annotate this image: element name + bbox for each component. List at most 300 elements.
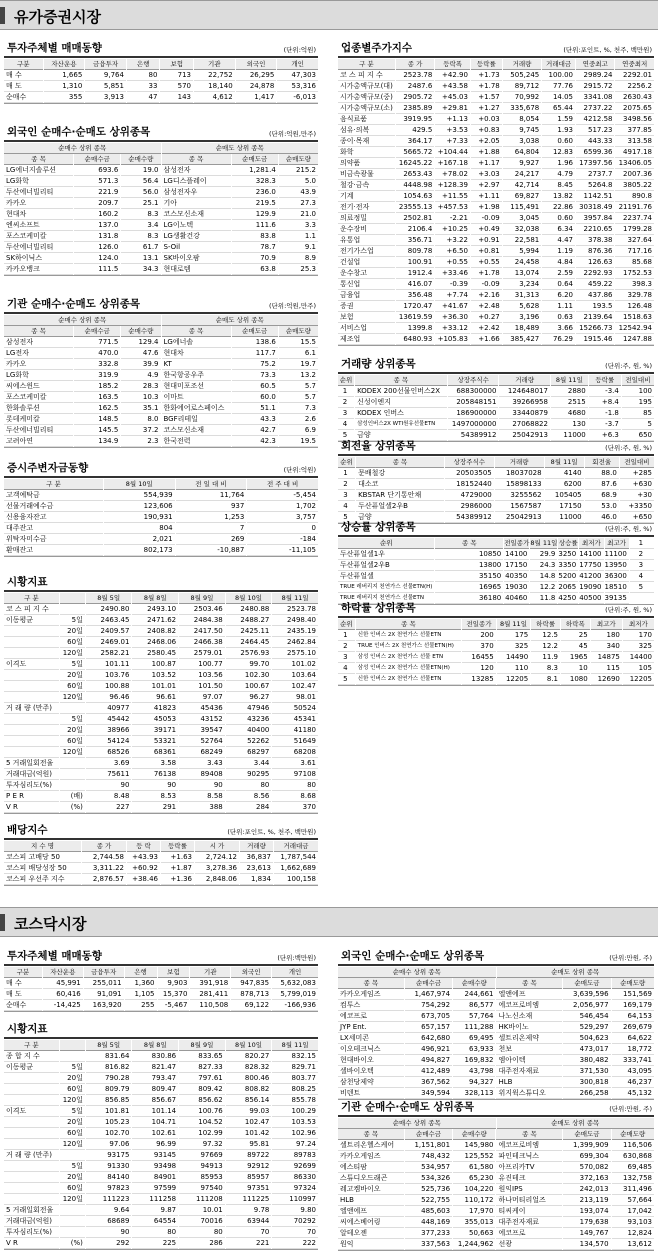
table-cell: 카카오뱅크: [4, 264, 73, 275]
table-cell: 137.0: [74, 220, 120, 231]
table-cell: 673,705: [405, 1011, 452, 1022]
table-cell: 890.8: [615, 191, 654, 202]
table-bottom-rule: [4, 275, 318, 276]
column-header: 전 일 대 비: [176, 479, 247, 490]
table-cell: 83.8: [232, 231, 278, 242]
table-cell: 2,021: [104, 534, 175, 545]
column-header: 등락률: [161, 841, 194, 852]
table-cell: 4729000: [445, 490, 494, 501]
table-cell: 693.6: [74, 165, 120, 176]
table-cell: HLB: [496, 1077, 562, 1088]
table-cell: 85953: [179, 1172, 225, 1183]
table-cell: 311,496: [612, 1184, 654, 1195]
table-cell: 61.7: [121, 242, 160, 253]
table-cell: 829.71: [272, 1062, 318, 1073]
table-cell: 21191.76: [615, 202, 654, 213]
column-header: 회전율: [585, 457, 619, 468]
table-cell: +60.92: [127, 863, 160, 874]
table-cell: 컴투스: [338, 1000, 404, 1011]
table-cell: 순매수: [4, 1000, 42, 1011]
table-cell: 149,767: [563, 1228, 610, 1239]
table-cell: 830.86: [132, 1051, 178, 1062]
column-header: 전일대비: [620, 457, 654, 468]
column-header: 8월 8일: [132, 1040, 178, 1051]
table-cell: 3: [630, 560, 654, 571]
table-cell: LG전자: [4, 348, 73, 359]
table-cell: 2425.11: [226, 626, 272, 637]
table-cell: 7: [176, 523, 247, 534]
column-header: 전일대비: [622, 375, 654, 386]
table-cell: 삼성전자: [4, 337, 73, 348]
column-header: 종 목: [4, 154, 73, 165]
table-cell: 101.02: [272, 659, 318, 670]
table-cell: 319.9: [74, 370, 120, 381]
table-cell: 신한 인버스 2X 천연가스 선물ETN: [356, 630, 461, 641]
column-header: 상승률: [558, 539, 578, 547]
table-bottom-rule: [4, 813, 318, 814]
table-cell: 10: [561, 663, 590, 674]
table-cell: 504,623: [563, 1033, 610, 1044]
table-cell: 101.11: [86, 659, 132, 670]
table-cell: 22,581: [503, 235, 542, 246]
table-cell: 878,713: [231, 989, 271, 1000]
table-cell: 68208: [272, 747, 318, 758]
column-header: 연중최고: [576, 59, 615, 70]
table-cell: 86,577: [453, 1000, 495, 1011]
table-cell: 41823: [132, 703, 178, 714]
table-title-bar: [338, 519, 654, 537]
table-cell: 103.64: [272, 670, 318, 681]
table-cell: 134,570: [563, 1239, 610, 1250]
table-cell: 120일: [60, 1194, 85, 1205]
table-cell: -0.09: [471, 213, 502, 224]
table-cell: 11100: [604, 550, 627, 558]
table-cell: 2515: [551, 397, 588, 408]
table-cell: 2462.84: [272, 637, 318, 648]
table-unit: (단위:만원, 주): [609, 954, 652, 962]
table-cell: +33.12: [435, 323, 470, 334]
table-cell: 105405: [545, 490, 584, 501]
table-cell: 대주잔고: [4, 523, 103, 534]
table-cell: 1497000000: [448, 419, 499, 430]
table-cell: 2575.10: [272, 648, 318, 659]
column-header: 구 분: [4, 1040, 59, 1051]
table-cell: 19090: [579, 583, 602, 591]
table-cell: 284: [226, 802, 272, 813]
table-grid: [338, 457, 654, 523]
table-cell: 13,074: [503, 268, 542, 279]
table-cell: 856.67: [132, 1095, 178, 1106]
table-cell: 126.48: [615, 301, 654, 312]
table-cell: 35150: [435, 571, 503, 582]
table-cell: 운수창고: [338, 268, 395, 279]
table-cell: 셀바이오텍: [338, 1066, 404, 1077]
table-cell: 11000: [551, 430, 588, 441]
table-cell: LG디스플레이: [162, 176, 231, 187]
table-cell: +1.13: [435, 114, 470, 125]
table-unit: (단위:억원,만주): [268, 130, 316, 138]
table-cell: 163.5: [74, 392, 120, 403]
table-cell: 1080: [561, 674, 590, 685]
table-cell: 40977: [86, 703, 132, 714]
table-cell: 391,918: [190, 978, 230, 989]
table-cell: 4250: [558, 594, 577, 602]
table-cell: 2435.19: [272, 626, 318, 637]
column-header: 종 가: [82, 841, 126, 852]
table-cell: 코 스 피 지 수: [338, 70, 395, 81]
column-header: 순매도량: [279, 326, 318, 337]
table-cell: 현대미포조선: [162, 381, 231, 392]
table-cell: 18037028: [495, 468, 544, 479]
table-cell: 두산퓨얼셀2우B: [338, 560, 434, 571]
table-cell: 87.6: [585, 479, 619, 490]
table-cell: 1399.8: [396, 323, 435, 334]
table-cell: 에코프로: [496, 1228, 562, 1239]
table-cell: 101.14: [132, 1106, 178, 1117]
column-header: 전일종가: [504, 539, 530, 547]
column-header: 8월 9일: [179, 1040, 225, 1051]
table-cell: 517.23: [576, 125, 615, 136]
column-header: 자산운용: [44, 59, 85, 70]
column-header: 순매수량: [453, 1129, 495, 1140]
table-cell: 856.85: [86, 1095, 132, 1106]
table-cell: V R: [4, 802, 59, 813]
table-cell: [4, 1128, 59, 1139]
table-cell: 5,851: [85, 81, 126, 92]
table-cell: 1,360: [125, 978, 157, 989]
table-cell: 이오테크닉스: [338, 1044, 404, 1055]
table-cell: 코스피 배당성장 50: [4, 863, 81, 874]
table-cell: 380,482: [563, 1055, 610, 1066]
table-cell: 하나머티리얼즈: [496, 1195, 562, 1206]
table-cell: 18,140: [194, 81, 235, 92]
table-cell: -3.4: [589, 386, 621, 397]
table-cell: 371,530: [563, 1066, 610, 1077]
table-cell: 5.7: [279, 392, 318, 403]
column-header: 순매도량: [612, 978, 654, 989]
table-cell: 570,082: [563, 1162, 610, 1173]
table-cell: 337,563: [405, 1239, 452, 1250]
table-cell: 신성이엔지: [355, 397, 447, 408]
table-cell: 0.63: [542, 312, 575, 323]
table-cell: 110: [497, 663, 531, 674]
kospi-sector-index: [338, 40, 654, 346]
column-header: 순위: [339, 376, 353, 384]
table-cell: 통신업: [338, 279, 395, 290]
table-cell: 0.64: [542, 279, 575, 290]
column-header: 8월 11일: [551, 375, 588, 386]
table-cell: 335,678: [503, 103, 542, 114]
table-cell: 160.2: [74, 209, 120, 220]
column-header: 구분: [4, 967, 42, 978]
table-cell: 377,233: [405, 1228, 452, 1239]
table-cell: 53321: [132, 736, 178, 747]
table-cell: [60, 1227, 85, 1238]
table-cell: 1.59: [542, 114, 575, 125]
table-cell: 3.3: [279, 220, 318, 231]
table-cell: 89722: [226, 1150, 272, 1161]
table-cell: [60, 703, 85, 714]
table-cell: 3350: [558, 561, 577, 569]
table-cell: 대주전자재료: [496, 1066, 562, 1077]
table-cell: 947,835: [231, 978, 271, 989]
table-cell: 60일: [60, 1128, 85, 1139]
table-cell: 3,196: [503, 312, 542, 323]
table-cell: [4, 1139, 59, 1150]
table-cell: 219.5: [232, 198, 278, 209]
column-header: 8월 8일: [132, 593, 178, 604]
table-cell: -3.7: [589, 419, 621, 430]
table-cell: 111,288: [453, 1022, 495, 1033]
table-cell: 0: [247, 523, 318, 534]
table-cell: 65,230: [453, 1173, 495, 1184]
table-cell: 14490: [497, 652, 531, 663]
table-cell: 4448.98: [396, 180, 435, 191]
table-cell: 금양: [356, 512, 444, 523]
table-cell: -2.21: [435, 213, 470, 224]
column-header: 거래대금: [542, 59, 575, 70]
table-cell: 삼성인버스2X WTI원유선물ETN: [355, 419, 447, 430]
table-cell: 30318.49: [576, 202, 615, 213]
table-cell: 90: [179, 780, 225, 791]
table-cell: 68.9: [585, 490, 619, 501]
table-cell: 193,074: [563, 1206, 610, 1217]
table-cell: 1.1: [279, 231, 318, 242]
table-cell: 169,179: [612, 1000, 654, 1011]
table-cell: 45341: [272, 714, 318, 725]
table-cell: 3.4: [121, 220, 160, 231]
table-cell: 현대로템: [162, 264, 231, 275]
table-cell: +0.55: [435, 257, 470, 268]
column-header: 8월 10일: [226, 1040, 272, 1051]
table-cell: 5: [338, 674, 355, 685]
table-cell: 이동평균: [4, 615, 59, 626]
kospi-section-header: [0, 0, 658, 30]
table-cell: 5,632,083: [272, 978, 318, 989]
table-cell: 98.01: [272, 692, 318, 703]
table-cell: 4: [338, 663, 355, 674]
table-cell: 위탁자미수금: [4, 534, 103, 545]
table-cell: 에코프로: [338, 1011, 404, 1022]
table-cell: 546,454: [563, 1011, 610, 1022]
column-header: 순매도량: [612, 1129, 654, 1140]
table-cell: TRUE 인버스 2X 천연가스 선물ETN(H): [356, 641, 461, 652]
table-grid: [338, 538, 654, 604]
table-cell: 6.20: [542, 290, 575, 301]
table-cell: 529,297: [563, 1022, 610, 1033]
table-cell: -0.09: [471, 279, 502, 290]
table-cell: 39.9: [121, 359, 160, 370]
table-cell: 서비스업: [338, 323, 395, 334]
table-cell: 94,327: [453, 1077, 495, 1088]
table-cell: 242,013: [563, 1184, 610, 1195]
table-cell: +630: [620, 479, 654, 490]
table-cell: 84140: [86, 1172, 132, 1183]
table-cell: +43.93: [127, 852, 160, 863]
table-cell: 103.53: [272, 1117, 318, 1128]
table-cell: 41200: [579, 572, 602, 580]
table-cell: 53.0: [585, 501, 619, 512]
table-cell: 현대차: [162, 348, 231, 359]
table-cell: 롯데케미칼: [4, 414, 73, 425]
table-cell: [4, 1084, 59, 1095]
table-cell: 378.38: [576, 235, 615, 246]
table-cell: 100.29: [272, 1106, 318, 1117]
table-cell: 148.5: [74, 414, 120, 425]
table-cell: 3.66: [542, 323, 575, 334]
table-cell: 88.0: [585, 468, 619, 479]
table-cell: 713: [160, 70, 193, 81]
table-cell: 2,876.57: [82, 874, 126, 885]
table-cell: 57,664: [612, 1195, 654, 1206]
table-cell: 40350: [505, 572, 528, 580]
table-title-bar: [338, 600, 654, 618]
table-cell: 105.23: [86, 1117, 132, 1128]
column-header: 상장주식수: [448, 375, 499, 386]
table-title: 회전율 상위종목: [341, 440, 416, 452]
table-cell: -11,105: [247, 545, 318, 556]
column-header: 순매도금: [563, 978, 610, 989]
kospi-volume-top: [338, 356, 654, 442]
table-cell: [4, 747, 59, 758]
column-header: 전 주 대 비: [247, 479, 318, 490]
table-cell: 아프리카TV: [496, 1162, 562, 1173]
table-cell: 2007.36: [615, 169, 654, 180]
table-cell: 5,799,019: [272, 989, 318, 1000]
table-unit: (단위:포인트, %, 천주, 백만원): [563, 46, 652, 54]
column-header: 보험: [158, 967, 190, 978]
table-cell: [4, 1161, 59, 1172]
table-cell: 77.76: [542, 81, 575, 92]
table-cell: 2488.27: [226, 615, 272, 626]
table-cell: 전기가스업: [338, 246, 395, 257]
table-cell: 145.5: [74, 425, 120, 436]
table-cell: 213,119: [563, 1195, 610, 1206]
table-cell: 8.48: [86, 791, 132, 802]
table-cell: 24,217: [503, 169, 542, 180]
table-cell: +1.78: [471, 268, 502, 279]
table-cell: +45.03: [435, 92, 470, 103]
table-cell: 97599: [132, 1183, 178, 1194]
table-cell: 80: [179, 1227, 225, 1238]
table-cell: 9.87: [132, 1205, 178, 1216]
table-cell: 372,163: [563, 1173, 610, 1184]
column-header: 거래량: [503, 59, 542, 70]
table-cell: 3805.22: [615, 180, 654, 191]
table-cell: LX세미콘: [338, 1033, 404, 1044]
table-title: 투자주체별 매매동향: [7, 42, 102, 54]
table-cell: V R: [4, 1238, 59, 1249]
table-bottom-rule: [4, 556, 318, 557]
table-cell: 89408: [179, 769, 225, 780]
kospi-investor-trading: [4, 40, 318, 104]
table-cell: 269: [176, 534, 247, 545]
table-cell: 370: [462, 641, 496, 652]
table-cell: +167.18: [435, 158, 470, 169]
table-cell: [60, 780, 85, 791]
table-cell: 221: [226, 1238, 272, 1249]
table-cell: 코스모신소재: [162, 425, 231, 436]
table-cell: 123,606: [104, 501, 175, 512]
column-header: 구 분: [4, 593, 59, 604]
table-cell: 10.3: [121, 392, 160, 403]
table-cell: 60일: [60, 736, 85, 747]
table-cell: 1,310: [44, 81, 85, 92]
kosdaq-investor-trading: [4, 948, 318, 1012]
table-cell: 18,489: [503, 323, 542, 334]
table-cell: 13,612: [612, 1239, 654, 1250]
table-cell: SK바이오팜: [162, 253, 231, 264]
table-cell: 3,913: [85, 92, 126, 103]
table-cell: 거 래 량 (만주): [4, 703, 59, 714]
table-cell: 185.2: [74, 381, 120, 392]
table-title-bar: [4, 1021, 318, 1039]
table-cell: 47,303: [277, 70, 318, 81]
table-cell: +1.11: [471, 191, 502, 202]
table-cell: 120일: [60, 648, 85, 659]
table-cell: 64,153: [612, 1011, 654, 1022]
column-header: 자산운용: [43, 967, 83, 978]
table-cell: 증권: [338, 301, 395, 312]
table-cell: 99.03: [226, 1106, 272, 1117]
table-cell: 244,661: [453, 989, 495, 1000]
table-cell: 47.6: [121, 348, 160, 359]
table-cell: 1,702: [247, 501, 318, 512]
table-cell: 20일: [60, 626, 85, 637]
column-header: 개인: [272, 967, 318, 978]
table-cell: LG에너솔: [162, 337, 231, 348]
table-cell: 이마트: [162, 392, 231, 403]
kospi-losers-top: [338, 600, 654, 686]
table-cell: 금양: [355, 430, 447, 441]
table-cell: 1,151,801: [405, 1140, 452, 1151]
table-cell: 97540: [179, 1183, 225, 1194]
table-cell: 132,758: [612, 1173, 654, 1184]
table-cell: 102.47: [226, 1117, 272, 1128]
table-cell: +0.27: [471, 312, 502, 323]
column-header: 등락률: [589, 375, 621, 386]
table-cell: +2.05: [471, 136, 502, 147]
table-cell: 6.1: [279, 348, 318, 359]
table-cell: 2,724.12: [195, 852, 239, 863]
table-cell: 두산에너빌리티: [4, 187, 73, 198]
column-header: 최고가: [605, 538, 629, 549]
table-cell: 2: [338, 641, 355, 652]
table-cell: 117.7: [232, 348, 278, 359]
column-header: 순위: [338, 457, 355, 468]
table-cell: 54124: [86, 736, 132, 747]
table-cell: 코스모신소재: [162, 209, 231, 220]
table-cell: 70,992: [503, 92, 542, 103]
table-cell: 43236: [226, 714, 272, 725]
table-cell: 97108: [272, 769, 318, 780]
table-cell: 97.32: [179, 1139, 225, 1150]
group-header: 순매도 상위 종목: [162, 143, 319, 154]
column-header: 순매도금: [232, 154, 278, 165]
table-cell: 104,220: [453, 1184, 495, 1195]
table-cell: 92912: [226, 1161, 272, 1172]
table-cell: 2986000: [445, 501, 494, 512]
group-header: 순매도 상위 종목: [497, 967, 655, 978]
table-cell: 0.60: [542, 136, 575, 147]
table-cell: 음식료품: [338, 114, 395, 125]
table-cell: 36300: [604, 572, 627, 580]
table-cell: 코 스 피 지 수: [4, 604, 59, 615]
table-cell: 143: [160, 92, 193, 103]
table-cell: 12,824: [612, 1228, 654, 1239]
table-cell: 61,580: [453, 1162, 495, 1173]
table-cell: 138.6: [232, 337, 278, 348]
